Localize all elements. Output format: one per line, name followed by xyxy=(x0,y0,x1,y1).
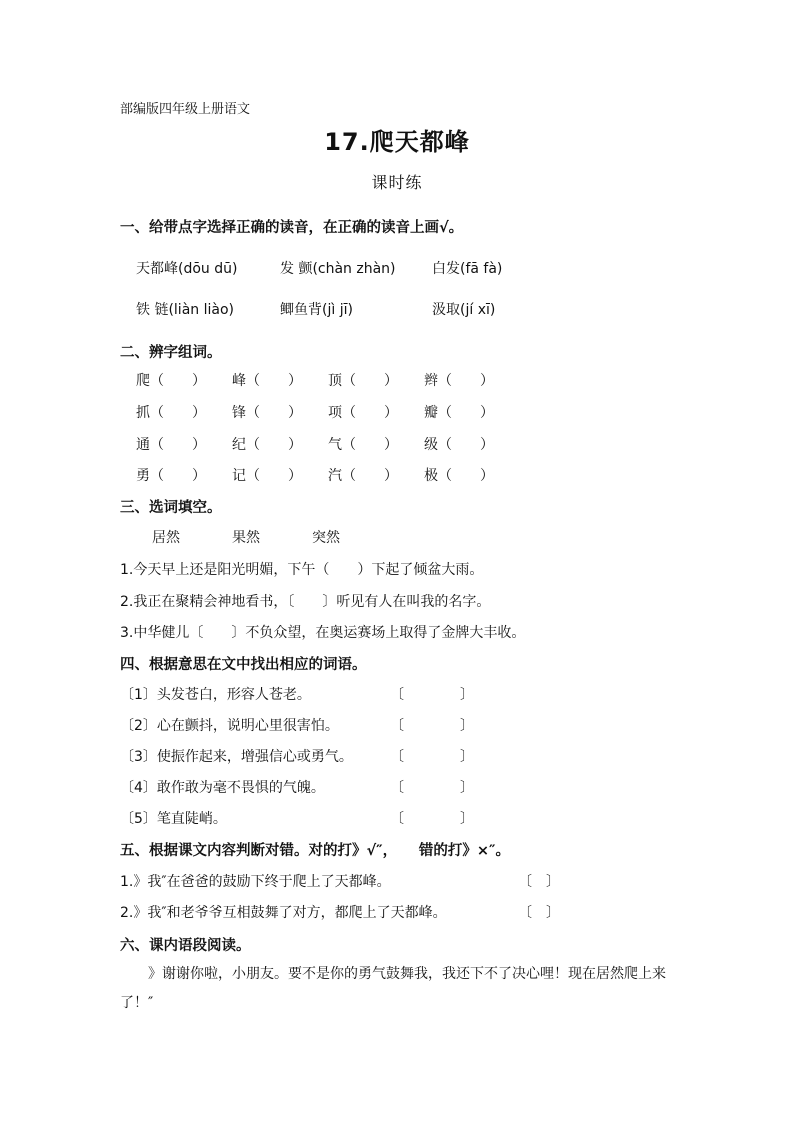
pinyin-item: 发 颤(chàn zhàn) xyxy=(280,261,396,277)
word-cell: 瓣（ ） xyxy=(424,405,494,421)
meaning-item: 〔3〕使振作起来，增强信心或勇气。 xyxy=(120,749,353,765)
section-1-title: 一、给带点字选择正确的读音，在正确的读音上画√。 xyxy=(120,220,464,236)
word-option: 居然 xyxy=(152,530,180,546)
pinyin-item: 铁 链(liàn liào) xyxy=(136,302,234,318)
word-cell: 辫（ ） xyxy=(424,373,494,389)
meaning-item: 〔1〕头发苍白，形容人苍老。 xyxy=(120,687,311,703)
word-cell: 记（ ） xyxy=(232,468,302,484)
meaning-item: 〔2〕心在颤抖，说明心里很害怕。 xyxy=(120,718,339,734)
word-cell: 锋（ ） xyxy=(232,405,302,421)
word-cell: 峰（ ） xyxy=(232,373,302,389)
answer-blank: 〔 〕 xyxy=(390,780,474,796)
word-cell: 顶（ ） xyxy=(328,373,398,389)
pinyin-item: 白发(fā fà) xyxy=(432,261,503,277)
section-2-title: 二、辨字组词。 xyxy=(120,345,222,361)
page-title: 17.爬天都峰 xyxy=(324,128,470,156)
pinyin-item: 汲取(jí xī) xyxy=(432,302,496,318)
answer-blank: 〔 〕 xyxy=(390,687,474,703)
pinyin-item: 鲫鱼背(jì jī) xyxy=(280,302,353,318)
word-option: 果然 xyxy=(232,530,260,546)
meaning-item: 〔4〕敢作敢为毫不畏惧的气魄。 xyxy=(120,780,325,796)
header-label: 部编版四年级上册语文 xyxy=(120,102,251,117)
section-4-title: 四、根据意思在文中找出相应的词语。 xyxy=(120,657,367,673)
judge-blank: 〔 〕 xyxy=(518,905,560,921)
judge-blank: 〔 〕 xyxy=(518,874,560,890)
word-cell: 极（ ） xyxy=(424,468,494,484)
word-cell: 汽（ ） xyxy=(328,468,398,484)
judge-item: 1.》我″在爸爸的鼓励下终于爬上了天都峰。 xyxy=(120,874,391,890)
pinyin-item: 天都峰(dōu dū) xyxy=(136,261,238,277)
reading-passage: 》谢谢你啦，小朋友。要不是你的勇气鼓舞我，我还下不了决心哩！现在居然爬上来了！″ xyxy=(120,966,666,1011)
word-option: 突然 xyxy=(312,530,340,546)
answer-blank: 〔 〕 xyxy=(390,811,474,827)
section-5-title: 五、根据课文内容判断对错。对的打》√″， 错的打》×″。 xyxy=(120,843,511,859)
word-cell: 通（ ） xyxy=(136,437,206,453)
word-cell: 抓（ ） xyxy=(136,405,206,421)
word-cell: 爬（ ） xyxy=(136,373,206,389)
meaning-item: 〔5〕笔直陡峭。 xyxy=(120,811,227,827)
section-3-title: 三、选词填空。 xyxy=(120,500,222,516)
word-cell: 纪（ ） xyxy=(232,437,302,453)
section-6-title: 六、课内语段阅读。 xyxy=(120,938,251,954)
answer-blank: 〔 〕 xyxy=(390,749,474,765)
answer-blank: 〔 〕 xyxy=(390,718,474,734)
word-cell: 气（ ） xyxy=(328,437,398,453)
fill-sentence: 2.我正在聚精会神地看书，〔 〕听见有人在叫我的名字。 xyxy=(120,594,491,610)
page-subtitle: 课时练 xyxy=(371,173,423,192)
word-cell: 勇（ ） xyxy=(136,468,206,484)
fill-sentence: 1.今天早上还是阳光明媚，下午（ ）下起了倾盆大雨。 xyxy=(120,562,484,578)
fill-sentence: 3.中华健儿〔 〕不负众望，在奥运赛场上取得了金牌大丰收。 xyxy=(120,625,526,641)
judge-item: 2.》我″和老爷爷互相鼓舞了对方，都爬上了天都峰。 xyxy=(120,905,447,921)
word-cell: 项（ ） xyxy=(328,405,398,421)
word-cell: 级（ ） xyxy=(424,437,494,453)
